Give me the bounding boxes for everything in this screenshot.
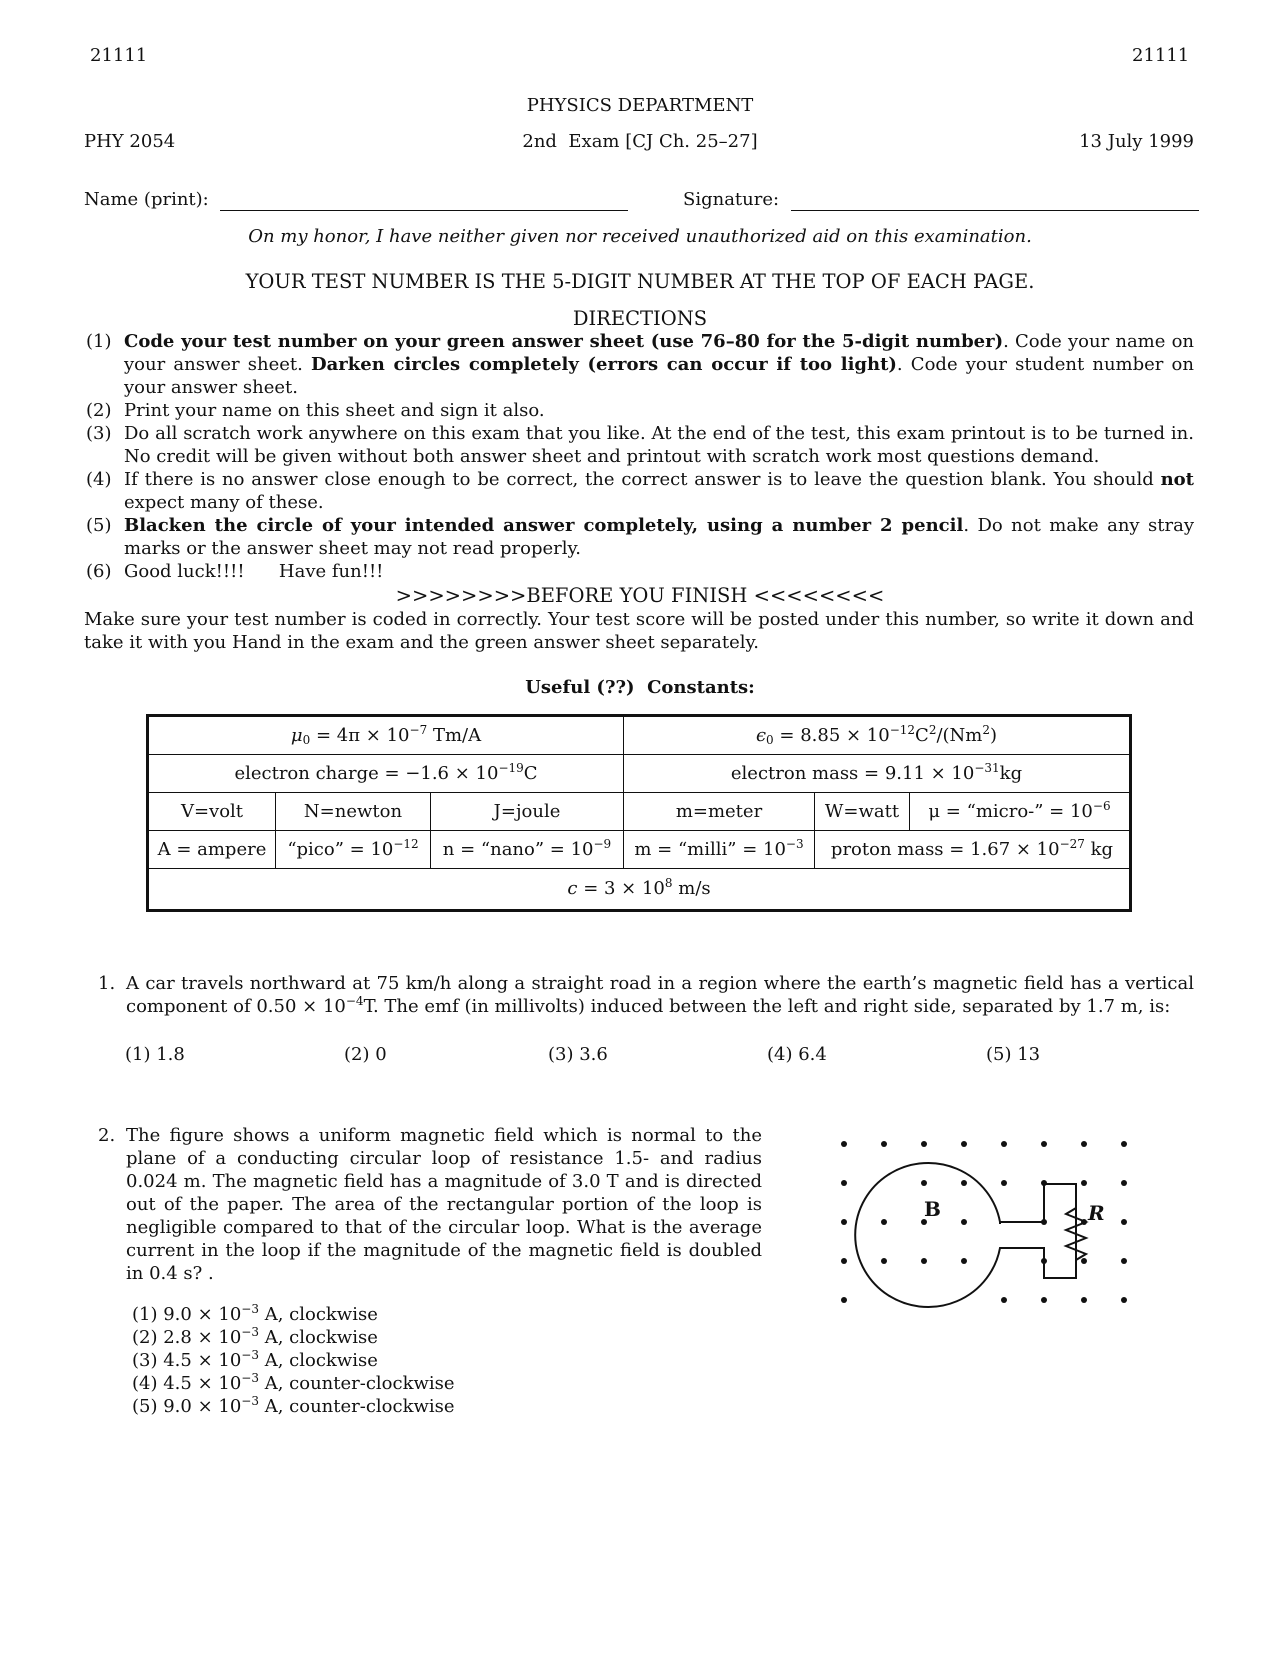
field-dot <box>961 1141 967 1147</box>
loop-figure <box>820 1124 1160 1324</box>
constant-proton-mass: proton mass = $1.67 \times 10^{-27}$ kg <box>815 831 1131 869</box>
question-text: A car travels northward at 75 km/h along a straight road in a region where the earth’s magnetic field has a vertical component of $0.50 \times 10^{-4}T$. The emf (in millivolts) induced between the left and right side, separated by 1.7 m, is: <box>126 973 1194 1018</box>
department-title: PHYSICS DEPARTMENT <box>526 95 754 116</box>
course-code: PHY 2054 <box>84 131 176 152</box>
name-line <box>220 210 628 211</box>
q2-option-3[interactable]: (3) $4.5 \times 10^{-3}$ A, clockwise <box>132 1348 378 1372</box>
direction-text: Code your test number on your green answer sheet (use 76–80 for the 5-digit number). Code your name on your answer sheet. Darken circles completely (errors can occur if too light). Code your student number on your answer sheet. <box>124 331 1194 399</box>
prefix-micro: μ = “micro-” = $10^{-6}$ <box>910 793 1131 831</box>
q2-option-4[interactable]: (4) $4.5 \times 10^{-3}$ A, counter-clockwise <box>132 1371 455 1395</box>
field-dot <box>1001 1141 1007 1147</box>
q1-option-5[interactable]: (5) 13 <box>986 1044 1041 1065</box>
field-dot <box>881 1219 887 1225</box>
constants-table <box>146 714 1132 912</box>
name-label: Name (print): <box>84 189 209 210</box>
test-number-notice: YOUR TEST NUMBER IS THE 5-DIGIT NUMBER AT THE TOP OF EACH PAGE. <box>245 270 1035 293</box>
constant-electron-mass: electron mass = $9.11 \times 10^{-31}kg$ <box>624 755 1131 793</box>
q2-option-2[interactable]: (2) $2.8 \times 10^{-3}$ A, clockwise <box>132 1325 378 1349</box>
field-dot <box>1121 1141 1127 1147</box>
unit-joule: J=joule <box>431 793 624 831</box>
field-dot <box>841 1297 847 1303</box>
direction-number: (3) <box>86 423 112 445</box>
field-label: B <box>924 1197 941 1221</box>
prefix-milli: m = “milli” = $10^{-3}$ <box>624 831 815 869</box>
q1-option-2[interactable]: (2) 0 <box>344 1044 387 1065</box>
unit-meter: m=meter <box>624 793 815 831</box>
question-2 <box>98 1124 762 1285</box>
q1-option-3[interactable]: (3) 3.6 <box>548 1044 608 1065</box>
direction-item <box>86 399 1194 422</box>
direction-text: If there is no answer close enough to be correct, the correct answer is to leave the question blank. You should not expect many of these. <box>124 469 1194 514</box>
table-row <box>148 831 1131 869</box>
direction-text: Good luck!!!! Have fun!!! <box>124 561 384 583</box>
field-dot <box>961 1180 967 1186</box>
field-dot <box>1041 1297 1047 1303</box>
q2-option-1[interactable]: (1) $9.0 \times 10^{-3}$ A, clockwise <box>132 1302 378 1325</box>
q1-option-4[interactable]: (4) 6.4 <box>767 1044 827 1065</box>
q2-options <box>132 1303 455 1418</box>
field-dot <box>881 1258 887 1264</box>
field-dot <box>1121 1219 1127 1225</box>
constant-electron-charge: electron charge = $-1.6 \times 10^{-19}C$ <box>148 755 624 793</box>
test-number-left: 21111 <box>90 45 148 66</box>
constant-light-speed: $c = 3 \times 10^8$ m/s <box>148 869 1131 911</box>
field-dot <box>1081 1297 1087 1303</box>
field-dot <box>1001 1297 1007 1303</box>
unit-newton: N=newton <box>276 793 431 831</box>
signature-line <box>791 210 1199 211</box>
before-finish-text: Make sure your test number is coded in correctly. Your test score will be posted under this number, so write it down and take it with you Hand in the exam and the green answer sheet separately. <box>84 609 1194 654</box>
field-dot <box>841 1141 847 1147</box>
directions-list <box>86 330 1194 583</box>
direction-text: Print your name on this sheet and sign it also. <box>124 400 545 422</box>
field-dot <box>841 1219 847 1225</box>
unit-ampere: A = ampere <box>148 831 276 869</box>
direction-text: Blacken the circle of your intended answer completely, using a number 2 pencil. Do not make any stray marks or the answer sheet may not read properly. <box>124 515 1194 560</box>
exam-date: 13 July 1999 <box>1079 131 1194 152</box>
direction-number: (6) <box>86 561 112 583</box>
table-row <box>148 793 1131 831</box>
field-dot <box>1001 1180 1007 1186</box>
direction-item <box>86 560 1194 583</box>
direction-number: (2) <box>86 400 112 422</box>
direction-item <box>86 514 1194 560</box>
signature-label: Signature: <box>683 189 780 210</box>
field-dot <box>841 1258 847 1264</box>
question-number: 2. <box>98 1125 116 1146</box>
q2-option-5[interactable]: (5) $9.0 \times 10^{-3}$ A, counter-clockwise <box>132 1394 455 1418</box>
resistor-label: R <box>1088 1201 1105 1225</box>
direction-number: (4) <box>86 469 112 491</box>
question-text: The figure shows a uniform magnetic field which is normal to the plane of a conducting circular loop of resistance 1.5- and radius 0.024 m. The magnetic field has a magnitude of 3.0 T and is directed out of the paper. The area of the rectangular portion of the loop is negligible compared to that of the circular loop. What is the average current in the loop if the magnitude of the magnetic field is doubled in 0.4 s? . <box>126 1125 762 1285</box>
table-row <box>148 869 1131 911</box>
field-dot <box>921 1180 927 1186</box>
honor-statement: On my honor, I have neither given nor received unauthorized aid on this examination. <box>248 226 1032 247</box>
field-dot <box>1041 1141 1047 1147</box>
table-row <box>148 755 1131 793</box>
question-1 <box>98 972 1194 1018</box>
constant-eps0: $\epsilon_0 = 8.85 \times 10^{-12}C^2/(Nm^2)$ <box>624 716 1131 755</box>
field-dot <box>1081 1258 1087 1264</box>
direction-item <box>86 468 1194 514</box>
direction-item <box>86 330 1194 399</box>
signature-field[interactable] <box>683 188 1199 211</box>
name-field[interactable] <box>84 188 628 211</box>
field-dot <box>1121 1297 1127 1303</box>
prefix-nano: n = “nano” = $10^{-9}$ <box>431 831 624 869</box>
field-dot <box>921 1141 927 1147</box>
exam-title: 2nd Exam [CJ Ch. 25–27] <box>522 131 758 152</box>
field-dot <box>961 1258 967 1264</box>
prefix-pico: “pico” = $10^{-12}$ <box>276 831 431 869</box>
direction-text: Do all scratch work anywhere on this exam that you like. At the end of the test, this exam printout is to be turned in. No credit will be given without both answer sheet and printout with scratch work most questions demand. <box>124 423 1194 468</box>
field-dot <box>841 1180 847 1186</box>
test-number-right: 21111 <box>1132 45 1190 66</box>
before-finish-title: >>>>>>>>BEFORE YOU FINISH <<<<<<<< <box>395 584 885 607</box>
directions-title: DIRECTIONS <box>572 307 708 330</box>
table-row <box>148 716 1131 755</box>
field-dot <box>921 1258 927 1264</box>
direction-number: (5) <box>86 515 112 537</box>
field-dot <box>1081 1180 1087 1186</box>
unit-volt: V=volt <box>148 793 276 831</box>
constants-title: Useful (??) Constants: <box>525 677 755 698</box>
field-dot <box>1121 1180 1127 1186</box>
q1-option-1[interactable]: (1) 1.8 <box>125 1044 185 1065</box>
field-dot <box>1081 1141 1087 1147</box>
field-dot <box>961 1219 967 1225</box>
field-dot <box>881 1141 887 1147</box>
field-dot <box>1121 1258 1127 1264</box>
unit-watt: W=watt <box>815 793 910 831</box>
direction-item <box>86 422 1194 468</box>
question-number: 1. <box>98 973 116 994</box>
constant-mu0: $\mu_0 = 4\pi \times 10^{-7}$ Tm/A <box>148 716 624 755</box>
direction-number: (1) <box>86 331 112 352</box>
